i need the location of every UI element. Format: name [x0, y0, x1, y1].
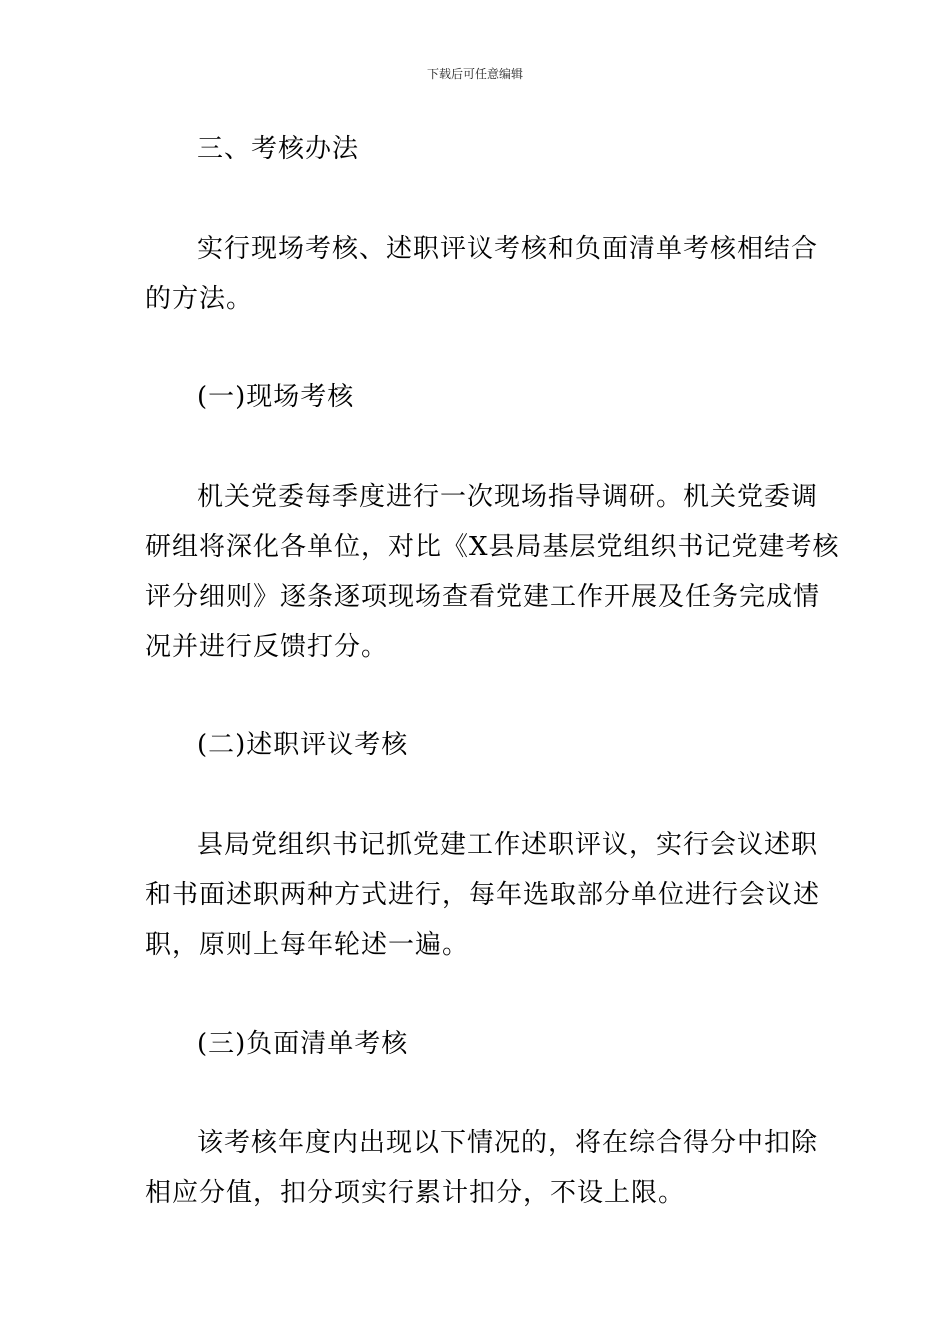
paragraph-line: 研组将深化各单位，对比《X县局基层党组织书记党建考核	[145, 532, 840, 562]
paragraph-line: 该考核年度内出现以下情况的，将在综合得分中扣除	[197, 1128, 819, 1158]
paragraph-line: 的方法。	[145, 284, 254, 314]
part3-heading: (三)负面清单考核	[197, 1029, 409, 1059]
section-title: 三、考核办法	[197, 134, 360, 164]
part1-heading-block	[145, 372, 810, 422]
part1-heading: (一)现场考核	[197, 382, 355, 412]
intro-paragraph	[145, 224, 819, 324]
part2-heading: (二)述职评议考核	[197, 730, 409, 760]
part3-paragraph	[145, 1118, 819, 1218]
part2-paragraph	[145, 820, 821, 970]
paragraph-line: 况并进行反馈打分。	[145, 632, 389, 662]
paragraph-line: 职，原则上每年轮述一遍。	[145, 930, 470, 960]
section-title-block	[145, 124, 810, 174]
paragraph-line: 机关党委每季度进行一次现场指导调研。机关党委调	[197, 482, 819, 512]
paragraph-line: 和书面述职两种方式进行，每年选取部分单位进行会议述	[145, 880, 821, 910]
part2-heading-block	[145, 720, 810, 770]
part1-paragraph	[145, 472, 840, 672]
paragraph-line: 实行现场考核、述职评议考核和负面清单考核相结合	[197, 234, 819, 264]
paragraph-line: 评分细则》逐条逐项现场查看党建工作开展及任务完成情	[145, 582, 821, 612]
header-note: 下载后可任意编辑	[426, 67, 523, 81]
part3-heading-block	[145, 1019, 810, 1069]
paragraph-line: 县局党组织书记抓党建工作述职评议，实行会议述职	[197, 830, 819, 860]
paragraph-line: 相应分值，扣分项实行累计扣分，不设上限。	[145, 1178, 686, 1208]
